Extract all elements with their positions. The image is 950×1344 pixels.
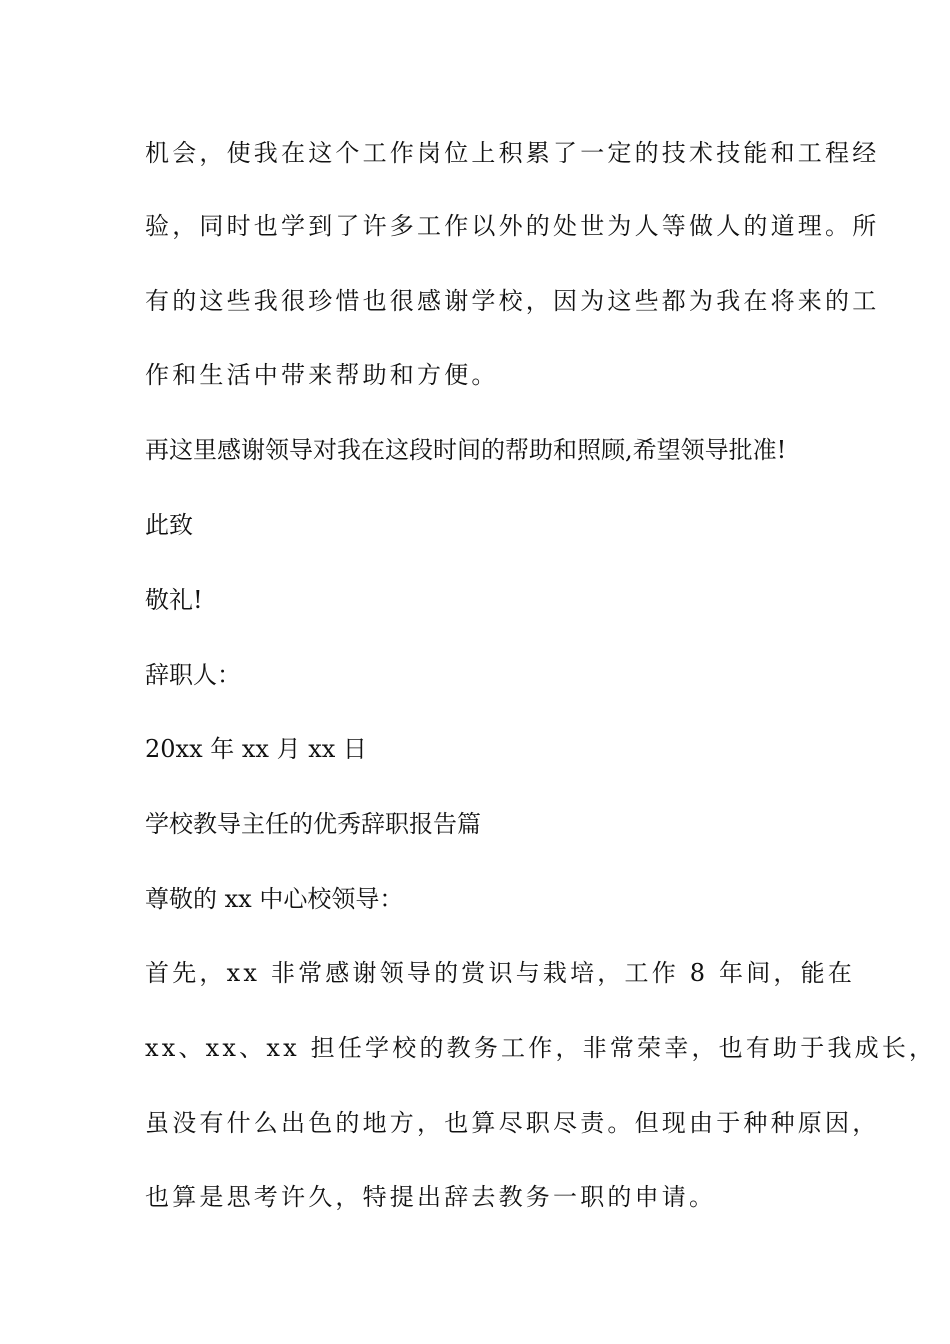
paragraph-line: 机会，使我在这个工作岗位上积累了一定的技术技能和工程经: [145, 139, 880, 167]
greeting-line: 尊敬的 xx 中心校领导：: [145, 885, 404, 913]
paragraph-line: 也算是思考许久，特提出辞去教务一职的申请。: [145, 1183, 717, 1211]
date-line: 20xx 年 xx 月 xx 日: [145, 735, 367, 763]
paragraph-line: 有的这些我很珍惜也很感谢学校，因为这些都为我在将来的工: [145, 287, 880, 315]
closing-line: 此致: [145, 511, 193, 539]
paragraph-line: 再这里感谢领导对我在这段时间的帮助和照顾,希望领导批准!: [145, 436, 787, 464]
signature-label: 辞职人：: [145, 661, 241, 689]
paragraph-line: 作和生活中带来帮助和方便。: [145, 361, 499, 389]
salutation-line: 敬礼!: [145, 586, 203, 614]
paragraph-line: 验，同时也学到了许多工作以外的处世为人等做人的道理。所: [145, 212, 880, 240]
section-title: 学校教导主任的优秀辞职报告篇: [145, 810, 481, 838]
paragraph-line: xx、xx、xx 担任学校的教务工作，非常荣幸，也有助于我成长，: [145, 1034, 937, 1062]
paragraph-line: 首先，xx 非常感谢领导的赏识与栽培，工作 8 年间，能在: [145, 959, 856, 987]
paragraph-line: 虽没有什么出色的地方，也算尽职尽责。但现由于种种原因，: [145, 1109, 880, 1137]
